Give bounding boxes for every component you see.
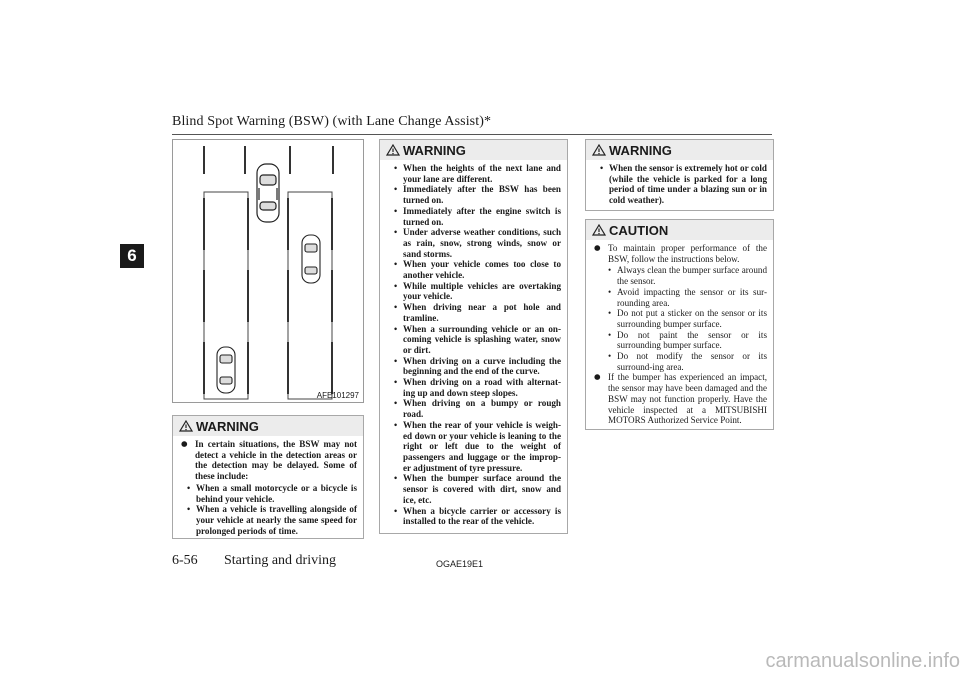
caution-item: ● If the bumper has experienced an impact, the sensor may have been damaged and the BSW may not function properly. Have the vehicle inspected at a MITSUBISHI MOTORS Authorized Service Point. bbox=[594, 372, 767, 426]
caution-heading: CAUTION bbox=[609, 222, 669, 238]
chapter-tab: 6 bbox=[120, 244, 144, 268]
warning-triangle-icon bbox=[592, 144, 606, 156]
warning-subitem: • When a vehicle is travelling alongside of your vehicle at nearly the same speed for prolonged periods of time. bbox=[187, 504, 357, 536]
warning-subitem: • When the bumper surface around the sensor is covered with dirt, snow and ice, etc. bbox=[394, 473, 561, 505]
caution-item: ● To maintain proper performance of the BSW, follow the instructions below. bbox=[594, 243, 767, 264]
caution-header bbox=[586, 220, 773, 240]
caution-subitem: • Do not paint the sensor or its surrounding bumper surface. bbox=[608, 329, 767, 351]
caution-subitem: • Do not modify the sensor or its surround-ing area. bbox=[608, 351, 767, 372]
warning-triangle-icon bbox=[386, 144, 400, 156]
caution-subitem: • Avoid impacting the sensor or its sur-rounding area. bbox=[608, 286, 767, 308]
warning-header bbox=[586, 140, 773, 160]
warning-subitem: • Under adverse weather conditions, such as rain, snow, strong winds, snow or sand storms. bbox=[394, 227, 561, 259]
bullet-circle-icon: ● bbox=[181, 439, 188, 448]
warning-box-left bbox=[172, 415, 364, 539]
warning-subitem: • When the sensor is extremely hot or cold (while the vehicle is parked for a long period of time under a blazing sun or in cold weather). bbox=[600, 163, 767, 206]
caution-subitem: • Always clean the bumper surface around the sensor. bbox=[608, 265, 767, 287]
right-lane-vehicle-icon bbox=[302, 235, 320, 283]
warning-box-middle bbox=[379, 139, 568, 534]
left-lane-vehicle-icon bbox=[217, 347, 235, 393]
page-header-title: Blind Spot Warning (BSW) (with Lane Change Assist)* bbox=[172, 114, 492, 129]
warning-heading: WARNING bbox=[403, 142, 466, 158]
warning-item: ● In certain situations, the BSW may not detect a vehicle in the detection areas or the detection may be delayed. Some of these include: bbox=[181, 439, 357, 482]
lane-diagram bbox=[173, 140, 363, 402]
warning-box-right bbox=[585, 139, 774, 211]
section-name: Starting and driving bbox=[224, 553, 336, 568]
warning-subitem: • When a surrounding vehicle or an on-coming vehicle is splashing water, snow or dirt. bbox=[394, 323, 561, 355]
warning-subitem: • When driving near a pot hole and tramline. bbox=[394, 302, 561, 323]
caution-subitem: • Do not put a sticker on the sensor or its surrounding bumper surface. bbox=[608, 308, 767, 329]
warning-triangle-icon bbox=[179, 420, 193, 432]
warning-subitem: • When a bicycle carrier or accessory is installed to the rear of the vehicle. bbox=[394, 505, 561, 527]
warning-subitem: • While multiple vehicles are overtaking your vehicle. bbox=[394, 280, 561, 302]
warning-header bbox=[173, 416, 363, 436]
warning-subitem: • When driving on a road with alternat-ing up and down steep slopes. bbox=[394, 377, 561, 398]
warning-subitem: • Immediately after the BSW has been turned on. bbox=[394, 184, 561, 206]
bullet-circle-icon: ● bbox=[594, 372, 601, 382]
bullet-circle-icon: ● bbox=[594, 243, 601, 252]
own-vehicle-icon bbox=[257, 164, 279, 222]
header-rule bbox=[172, 134, 772, 135]
warning-subitem: • When the rear of your vehicle is weigh-ed down or your vehicle is leaning to the right or left due to the weight of passengers and luggage or the improp-er adjustment of tyre pressure. bbox=[394, 419, 561, 473]
caution-box bbox=[585, 219, 774, 430]
figure-id: AFE101297 bbox=[316, 391, 359, 400]
warning-subitem: • When driving on a bumpy or rough road. bbox=[394, 398, 561, 420]
warning-subitem: • When the heights of the next lane and your lane are different. bbox=[394, 163, 561, 184]
warning-heading: WARNING bbox=[196, 418, 259, 434]
page-number: 6-56 bbox=[172, 553, 198, 568]
warning-subitem: • Immediately after the engine switch is turned on. bbox=[394, 205, 561, 227]
caution-triangle-icon bbox=[592, 224, 606, 236]
warning-header bbox=[380, 140, 567, 160]
lane-illustration bbox=[172, 139, 364, 403]
warning-subitem: • When driving on a curve including the beginning and the end of the curve. bbox=[394, 355, 561, 377]
warning-heading: WARNING bbox=[609, 142, 672, 158]
document-code: OGAE19E1 bbox=[436, 559, 484, 569]
warning-subitem: • When your vehicle comes too close to another vehicle. bbox=[394, 259, 561, 281]
watermark: carmanualsonline.info bbox=[765, 650, 960, 672]
warning-subitem: • When a small motorcycle or a bicycle is behind your vehicle. bbox=[187, 482, 357, 504]
